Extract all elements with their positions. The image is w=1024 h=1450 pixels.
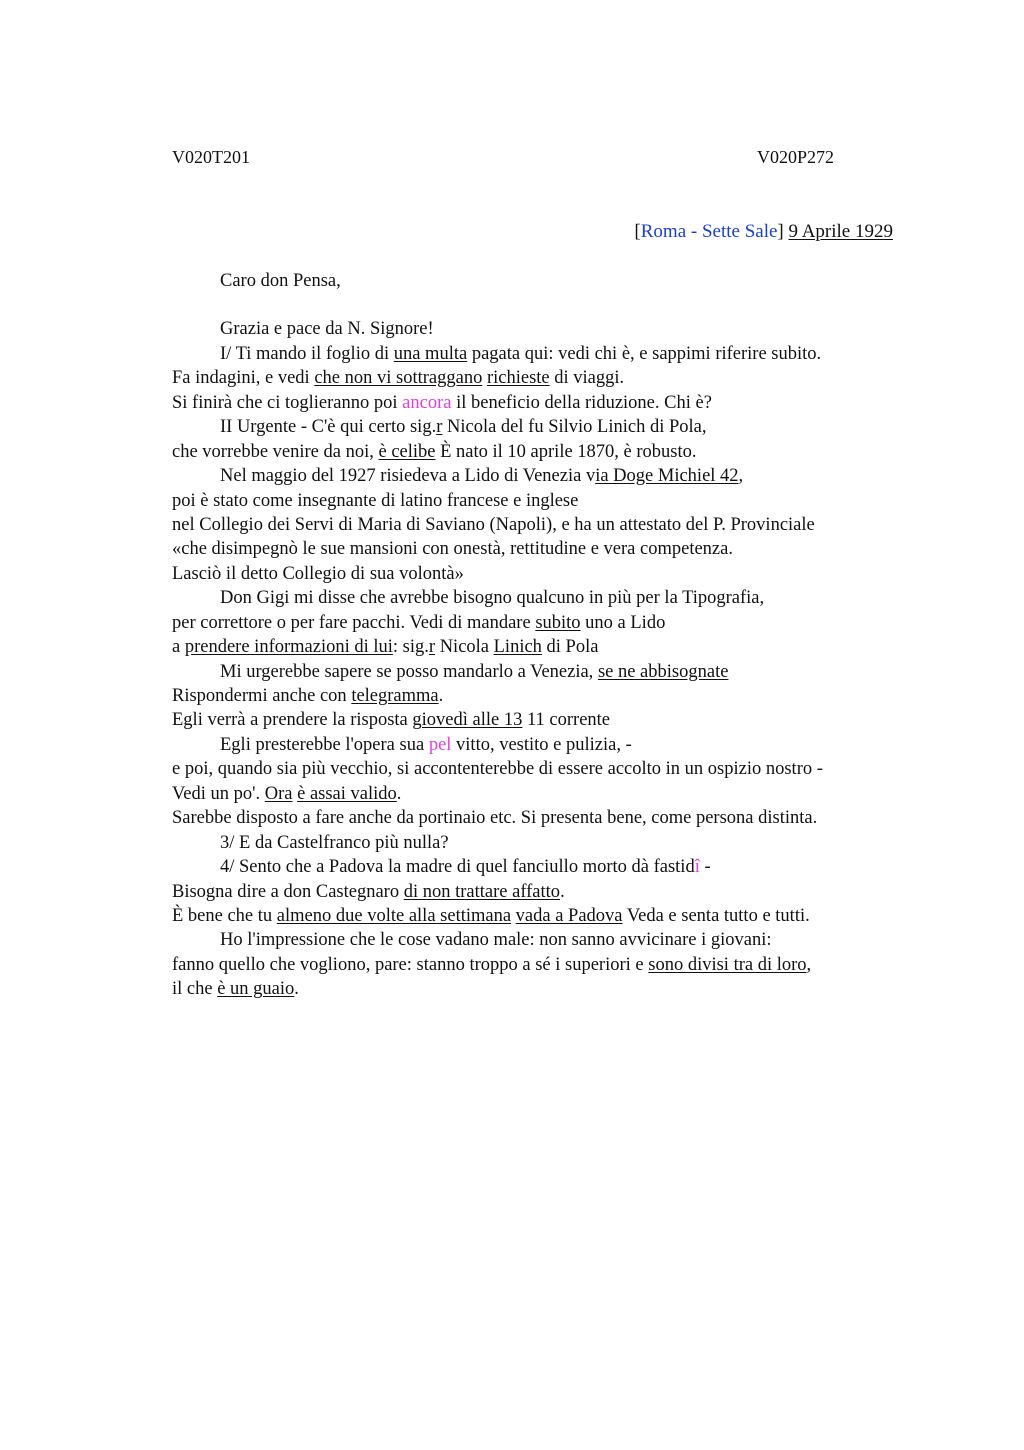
text-segment: nel Collegio dei Servi di Maria di Saviano (Napoli), e ha un attestato del P. Provinciale [172,514,815,535]
underlined-text: è celibe [378,441,436,462]
text-segment: vitto, vestito e pulizia, - [451,734,632,755]
underlined-text: Ora [264,783,293,804]
letter-line [172,977,912,1001]
letter-line [172,562,912,586]
text-segment: - [699,857,711,878]
underlined-text: è un guaio [217,979,295,1000]
dateline-open-bracket: [ [634,221,641,242]
text-segment: per correttore o per fare pacchi. Vedi di mandare [172,612,536,633]
page-code-right: V020P272 [757,147,835,167]
letter-line [172,464,912,488]
text-segment: , [738,466,744,487]
text-segment: : sig. [392,637,429,658]
text-segment: Nel maggio del 1927 risiedeva a Lido di Venezia v [220,466,596,487]
letter-line [172,880,912,904]
letter-line [172,269,912,293]
letter-line [172,391,912,415]
text-segment: . [396,783,402,804]
underlined-text: r [436,417,443,438]
letter-line [172,855,912,879]
underlined-text: che non vi sottraggano [314,368,483,389]
underlined-text: giovedì alle 13 [412,710,523,731]
text-segment: Nicola [435,637,494,658]
highlighted-text: pel [428,734,452,755]
letter-line [172,806,912,830]
text-segment: il beneficio della riduzione. Chi è? [451,392,712,413]
highlighted-text: î [694,857,700,878]
dateline-close-bracket: ] [777,221,784,242]
letter-line [172,831,912,855]
text-segment: Mi urgerebbe sapere se posso mandarlo a Venezia, [220,661,598,682]
letter-line [172,904,912,928]
underlined-text: r [428,637,436,658]
underlined-text: subito [535,612,581,633]
letter-line [172,635,912,659]
letter-line [172,782,912,806]
text-segment: 11 corrente [522,710,611,731]
text-segment: poi è stato come insegnante di latino francese e inglese [172,490,579,511]
underlined-text: almeno due volte alla settimana [276,905,512,926]
underlined-text: è assai valido [297,783,397,804]
text-segment: che vorrebbe venire da noi, [172,441,379,462]
underlined-text: sono divisi tra di loro [648,954,807,975]
text-segment: di viaggi. [549,368,625,389]
underlined-text: prendere informazioni di lui [184,637,393,658]
text-segment: Fa indagini, e vedi [172,368,315,389]
letter-line [172,317,912,341]
underlined-text: una multa [393,343,468,364]
underlined-text: ia Doge Michiel 42 [595,466,739,487]
text-segment: È nato il 10 aprile 1870, è robusto. [435,441,697,462]
underlined-text: Linich [493,637,542,658]
text-segment: fanno quello che vogliono, pare: stanno troppo a sé i superiori e [172,954,649,975]
paragraph-gap [172,293,912,317]
text-segment: uno a Lido [580,612,666,633]
text-segment: e poi, quando sia più vecchio, si accontenterebbe di essere accolto in un ospizio nostro - [172,759,823,780]
underlined-text: vada a Padova [515,905,623,926]
underlined-text: telegramma [351,686,439,706]
text-segment: Sarebbe disposto a fare anche da portinaio etc. Si presenta bene, come persona distinta. [172,808,818,829]
letter-line [172,757,912,781]
letter-line [172,537,912,561]
letter-line [172,366,912,390]
text-segment: Caro don Pensa, [220,271,341,291]
text-segment: Egli verrà a prendere la risposta [172,710,413,731]
text-segment: Bisogna dire a don Castegnaro [172,881,404,902]
text-segment: . [294,979,299,1000]
letter-line [172,733,912,757]
underlined-text: di non trattare affatto [403,881,561,902]
letter-body [172,269,912,1002]
text-segment: Grazia e pace da N. Signore! [220,319,434,340]
text-segment: II Urgente - C'è qui certo sig. [220,417,437,438]
dateline-date: 9 Aprile 1929 [788,221,893,242]
text-segment: Veda e senta tutto e tutti. [622,905,810,926]
text-segment: di Pola [541,637,599,658]
letter-line [172,513,912,537]
text-segment: 4/ Sento che a Padova la madre di quel fanciullo morto dà fastid [220,857,695,878]
text-segment: Nicola del fu Silvio Linich di Pola, [442,417,707,438]
text-segment: a [172,637,185,658]
text-segment: il che [172,979,218,1000]
letter-line [172,611,912,635]
text-segment: I/ Ti mando il foglio di [220,343,394,364]
letter-line [172,660,912,684]
text-segment: , [806,954,812,975]
text-segment: Rispondermi anche con [172,686,352,706]
letter-line [172,489,912,513]
text-segment: pagata qui: vedi chi è, e sappimi riferire subito. [467,343,822,364]
letter-line [172,586,912,610]
text-segment: 3/ E da Castelfranco più nulla? [220,832,449,853]
text-segment: Vedi un po'. [172,783,265,804]
text-segment: È bene che tu [172,905,277,926]
text-segment: . [438,686,444,706]
text-segment: «che disimpegnò le sue mansioni con onestà, rettitudine e vera competenza. [172,539,733,560]
underlined-text: richieste [486,368,550,389]
document-code-left: V020T201 [172,147,250,167]
letter-line [172,415,912,439]
letter-line [172,953,912,977]
letter-line [172,708,912,732]
text-segment: . [560,881,565,902]
letter-line [172,342,912,366]
underlined-text: se ne abbisognate [597,661,729,682]
letter-line [172,684,912,708]
letter-line [172,440,912,464]
dateline [634,221,893,243]
text-segment: Lasciò il detto Collegio di sua volontà» [172,563,464,584]
text-segment: Don Gigi mi disse che avrebbe bisogno qualcuno in più per la Tipografia, [220,588,765,609]
text-segment: Ho l'impressione che le cose vadano male: non sanno avvicinare i giovani: [220,930,772,951]
letter-line [172,928,912,952]
text-segment: Egli presterebbe l'opera sua [220,734,429,755]
dateline-place: Roma - Sette Sale [640,221,778,242]
text-segment: Si finirà che ci toglieranno poi [172,392,403,413]
highlighted-text: ancora [402,392,452,413]
